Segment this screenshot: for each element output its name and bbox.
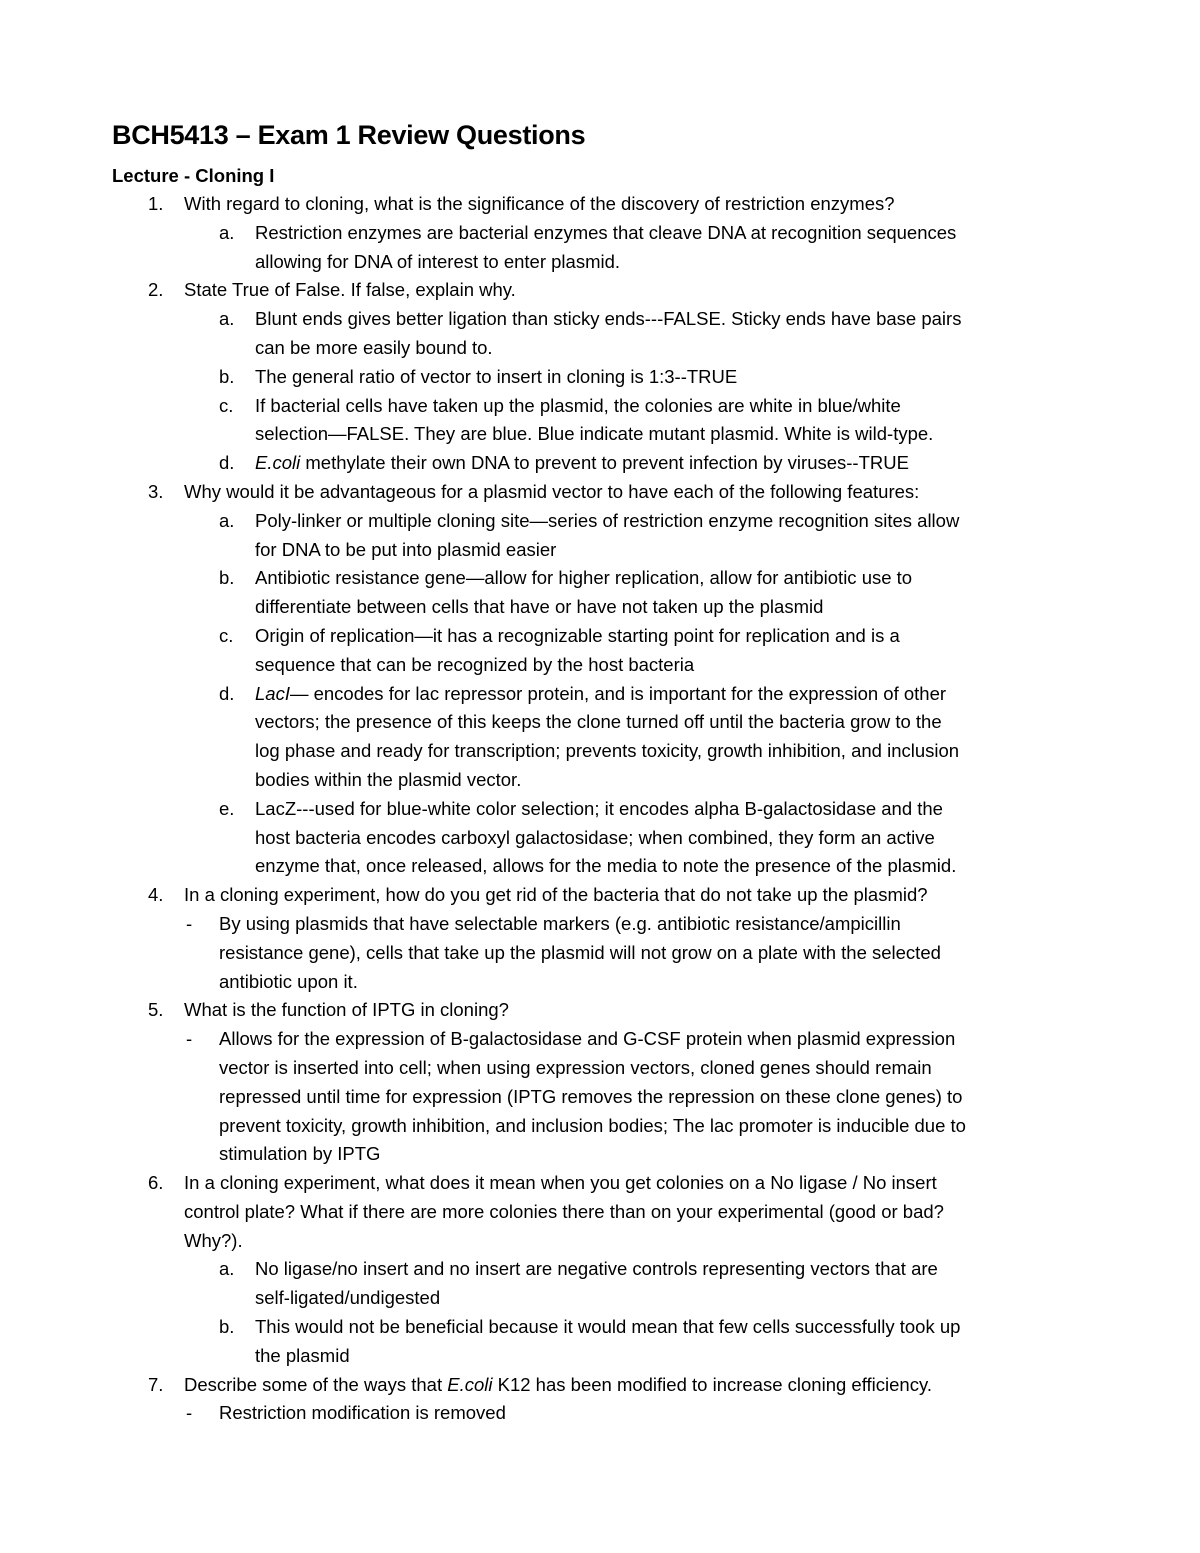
answer-text: If bacterial cells have taken up the plasmid, the colonies are white in blue/white: [255, 394, 901, 416]
answer-2c: [112, 392, 1092, 421]
gene-name: LacI: [255, 682, 290, 704]
answer-7: [112, 1399, 1092, 1428]
answer-2c-cont: selection—FALSE. They are blue. Blue indicate mutant plasmid. White is wild-type.: [255, 423, 934, 445]
question-number: 2.: [148, 279, 164, 301]
answer-3d-cont-1: vectors; the presence of this keeps the clone turned off until the bacteria grow to the: [255, 711, 942, 733]
question-1: [112, 190, 1092, 219]
question-text: With regard to cloning, what is the significance of the discovery of restriction enzymes?: [184, 193, 895, 214]
answer-text: Poly-linker or multiple cloning site—series of restriction enzyme recognition sites allow: [255, 509, 960, 531]
answer-letter: a.: [219, 1258, 235, 1280]
answer-text: This would not be beneficial because it would mean that few cells successfully took up: [255, 1316, 961, 1338]
answer-text: — encodes for lac repressor protein, and is important for the expression of other: [289, 682, 947, 704]
question-6-cont-2: Why?).: [184, 1229, 243, 1251]
question-text: In a cloning experiment, how do you get rid of the bacteria that do not take up the plasmid?: [184, 884, 928, 906]
answer-3b-cont: differentiate between cells that have or have not taken up the plasmid: [255, 596, 824, 618]
question-number: 7.: [148, 1373, 164, 1395]
dash-bullet: -: [186, 1402, 193, 1424]
question-text: State True of False. If false, explain why.: [184, 279, 516, 301]
dash-bullet: -: [186, 1028, 193, 1050]
answer-4: [112, 910, 1092, 939]
document-page: [112, 116, 1092, 1428]
answer-text: LacZ---used for blue-white color selection; it encodes alpha B-galactosidase and the: [255, 797, 943, 819]
answer-2a: [112, 305, 1092, 334]
answer-3e-cont-2: enzyme that, once released, allows for the media to note the presence of the plasmid.: [255, 855, 957, 877]
organism-name: E.coli: [447, 1373, 493, 1395]
answer-text: methylate their own DNA to prevent to prevent infection by viruses--TRUE: [300, 452, 909, 474]
answer-text: No ligase/no insert and no insert are negative controls representing vectors that are: [255, 1258, 938, 1280]
answer-letter: c.: [219, 394, 234, 416]
question-number: 5.: [148, 999, 164, 1021]
answer-6a-cont: self-ligated/undigested: [255, 1287, 441, 1309]
answer-3a: [112, 507, 1092, 536]
answer-5-cont-4: stimulation by IPTG: [219, 1143, 381, 1165]
question-text-post: K12 has been modified to increase cloning efficiency.: [492, 1373, 932, 1395]
answer-text: By using plasmids that have selectable markers (e.g. antibiotic resistance/ampicillin: [219, 912, 901, 934]
question-4: [112, 881, 1092, 910]
answer-3e: [112, 795, 1092, 824]
answer-text: Origin of replication—it has a recognizable starting point for replication and is a: [255, 624, 900, 646]
answer-2d: [112, 449, 1092, 478]
answer-text: Blunt ends gives better ligation than sticky ends---FALSE. Sticky ends have base pairs: [255, 308, 962, 330]
question-text: In a cloning experiment, what does it mean when you get colonies on a No ligase / No insert: [184, 1172, 937, 1194]
answer-letter: c.: [219, 624, 234, 646]
answer-1a: [112, 219, 1092, 248]
answer-letter: b.: [219, 1316, 235, 1338]
answer-4-cont-1: resistance gene), cells that take up the plasmid will not grow on a plate with the selected: [219, 941, 941, 963]
answer-text: The general ratio of vector to insert in cloning is 1:3--TRUE: [255, 365, 738, 387]
answer-text: Antibiotic resistance gene—allow for higher replication, allow for antibiotic use to: [255, 567, 913, 589]
question-number: 1.: [148, 193, 164, 214]
answer-3b: [112, 564, 1092, 593]
question-6-cont-1: control plate? What if there are more colonies there than on your experimental (good or bad?: [184, 1200, 944, 1222]
answer-letter: a.: [219, 308, 235, 330]
lecture-heading: Lecture - Cloning I: [112, 165, 275, 186]
answer-text: Allows for the expression of B-galactosidase and G-CSF protein when plasmid expression: [219, 1028, 956, 1050]
question-5: [112, 996, 1092, 1025]
answer-3d: [112, 680, 1092, 709]
question-text: Why would it be advantageous for a plasmid vector to have each of the following features:: [184, 480, 920, 502]
answer-letter: d.: [219, 452, 235, 474]
question-number: 3.: [148, 480, 164, 502]
answer-5-cont-2: repressed until time for expression (IPTG removes the repression on these clone genes) to: [219, 1085, 963, 1107]
answer-letter: b.: [219, 567, 235, 589]
answer-5-cont-3: prevent toxicity, growth inhibition, and inclusion bodies; The lac promoter is inducible due to: [219, 1114, 966, 1136]
answer-text: Restriction enzymes are bacterial enzymes that cleave DNA at recognition sequences: [255, 221, 957, 243]
answer-3d-cont-3: bodies within the plasmid vector.: [255, 768, 522, 790]
answer-6b-cont: the plasmid: [255, 1344, 350, 1366]
answer-text: Restriction modification is removed: [219, 1402, 506, 1424]
answer-3d-cont-2: log phase and ready for transcription; prevents toxicity, growth inhibition, and inclusion: [255, 740, 960, 762]
answer-2a-cont: can be more easily bound to.: [255, 336, 493, 358]
question-text-pre: Describe some of the ways that: [184, 1373, 448, 1395]
question-number: 4.: [148, 884, 164, 906]
organism-name: E.coli: [255, 452, 301, 474]
question-text: What is the function of IPTG in cloning?: [184, 999, 509, 1021]
answer-1a-cont: allowing for DNA of interest to enter plasmid.: [255, 250, 621, 272]
question-7: [112, 1371, 1092, 1400]
answer-letter: a.: [219, 509, 235, 531]
answer-4-cont-2: antibiotic upon it.: [219, 970, 358, 992]
answer-letter: a.: [219, 221, 235, 243]
answer-letter: d.: [219, 682, 235, 704]
answer-6a: [112, 1255, 1092, 1284]
answer-3e-cont-1: host bacteria encodes carboxyl galactosidase; when combined, they form an active: [255, 826, 935, 848]
answer-5-cont-1: vector is inserted into cell; when using expression vectors, cloned genes should remain: [219, 1056, 932, 1078]
answer-letter: e.: [219, 797, 235, 819]
question-6: [112, 1169, 1092, 1198]
answer-5: [112, 1025, 1092, 1054]
question-3: [112, 478, 1092, 507]
answer-6b: [112, 1313, 1092, 1342]
answer-3c-cont: sequence that can be recognized by the host bacteria: [255, 653, 695, 675]
answer-2b: [112, 363, 1092, 392]
answer-letter: b.: [219, 365, 235, 387]
question-2: [112, 276, 1092, 305]
question-number: 6.: [148, 1172, 164, 1194]
document-title: BCH5413 – Exam 1 Review Questions: [112, 120, 586, 150]
answer-3c: [112, 622, 1092, 651]
answer-3a-cont: for DNA to be put into plasmid easier: [255, 538, 557, 560]
dash-bullet: -: [186, 912, 193, 934]
